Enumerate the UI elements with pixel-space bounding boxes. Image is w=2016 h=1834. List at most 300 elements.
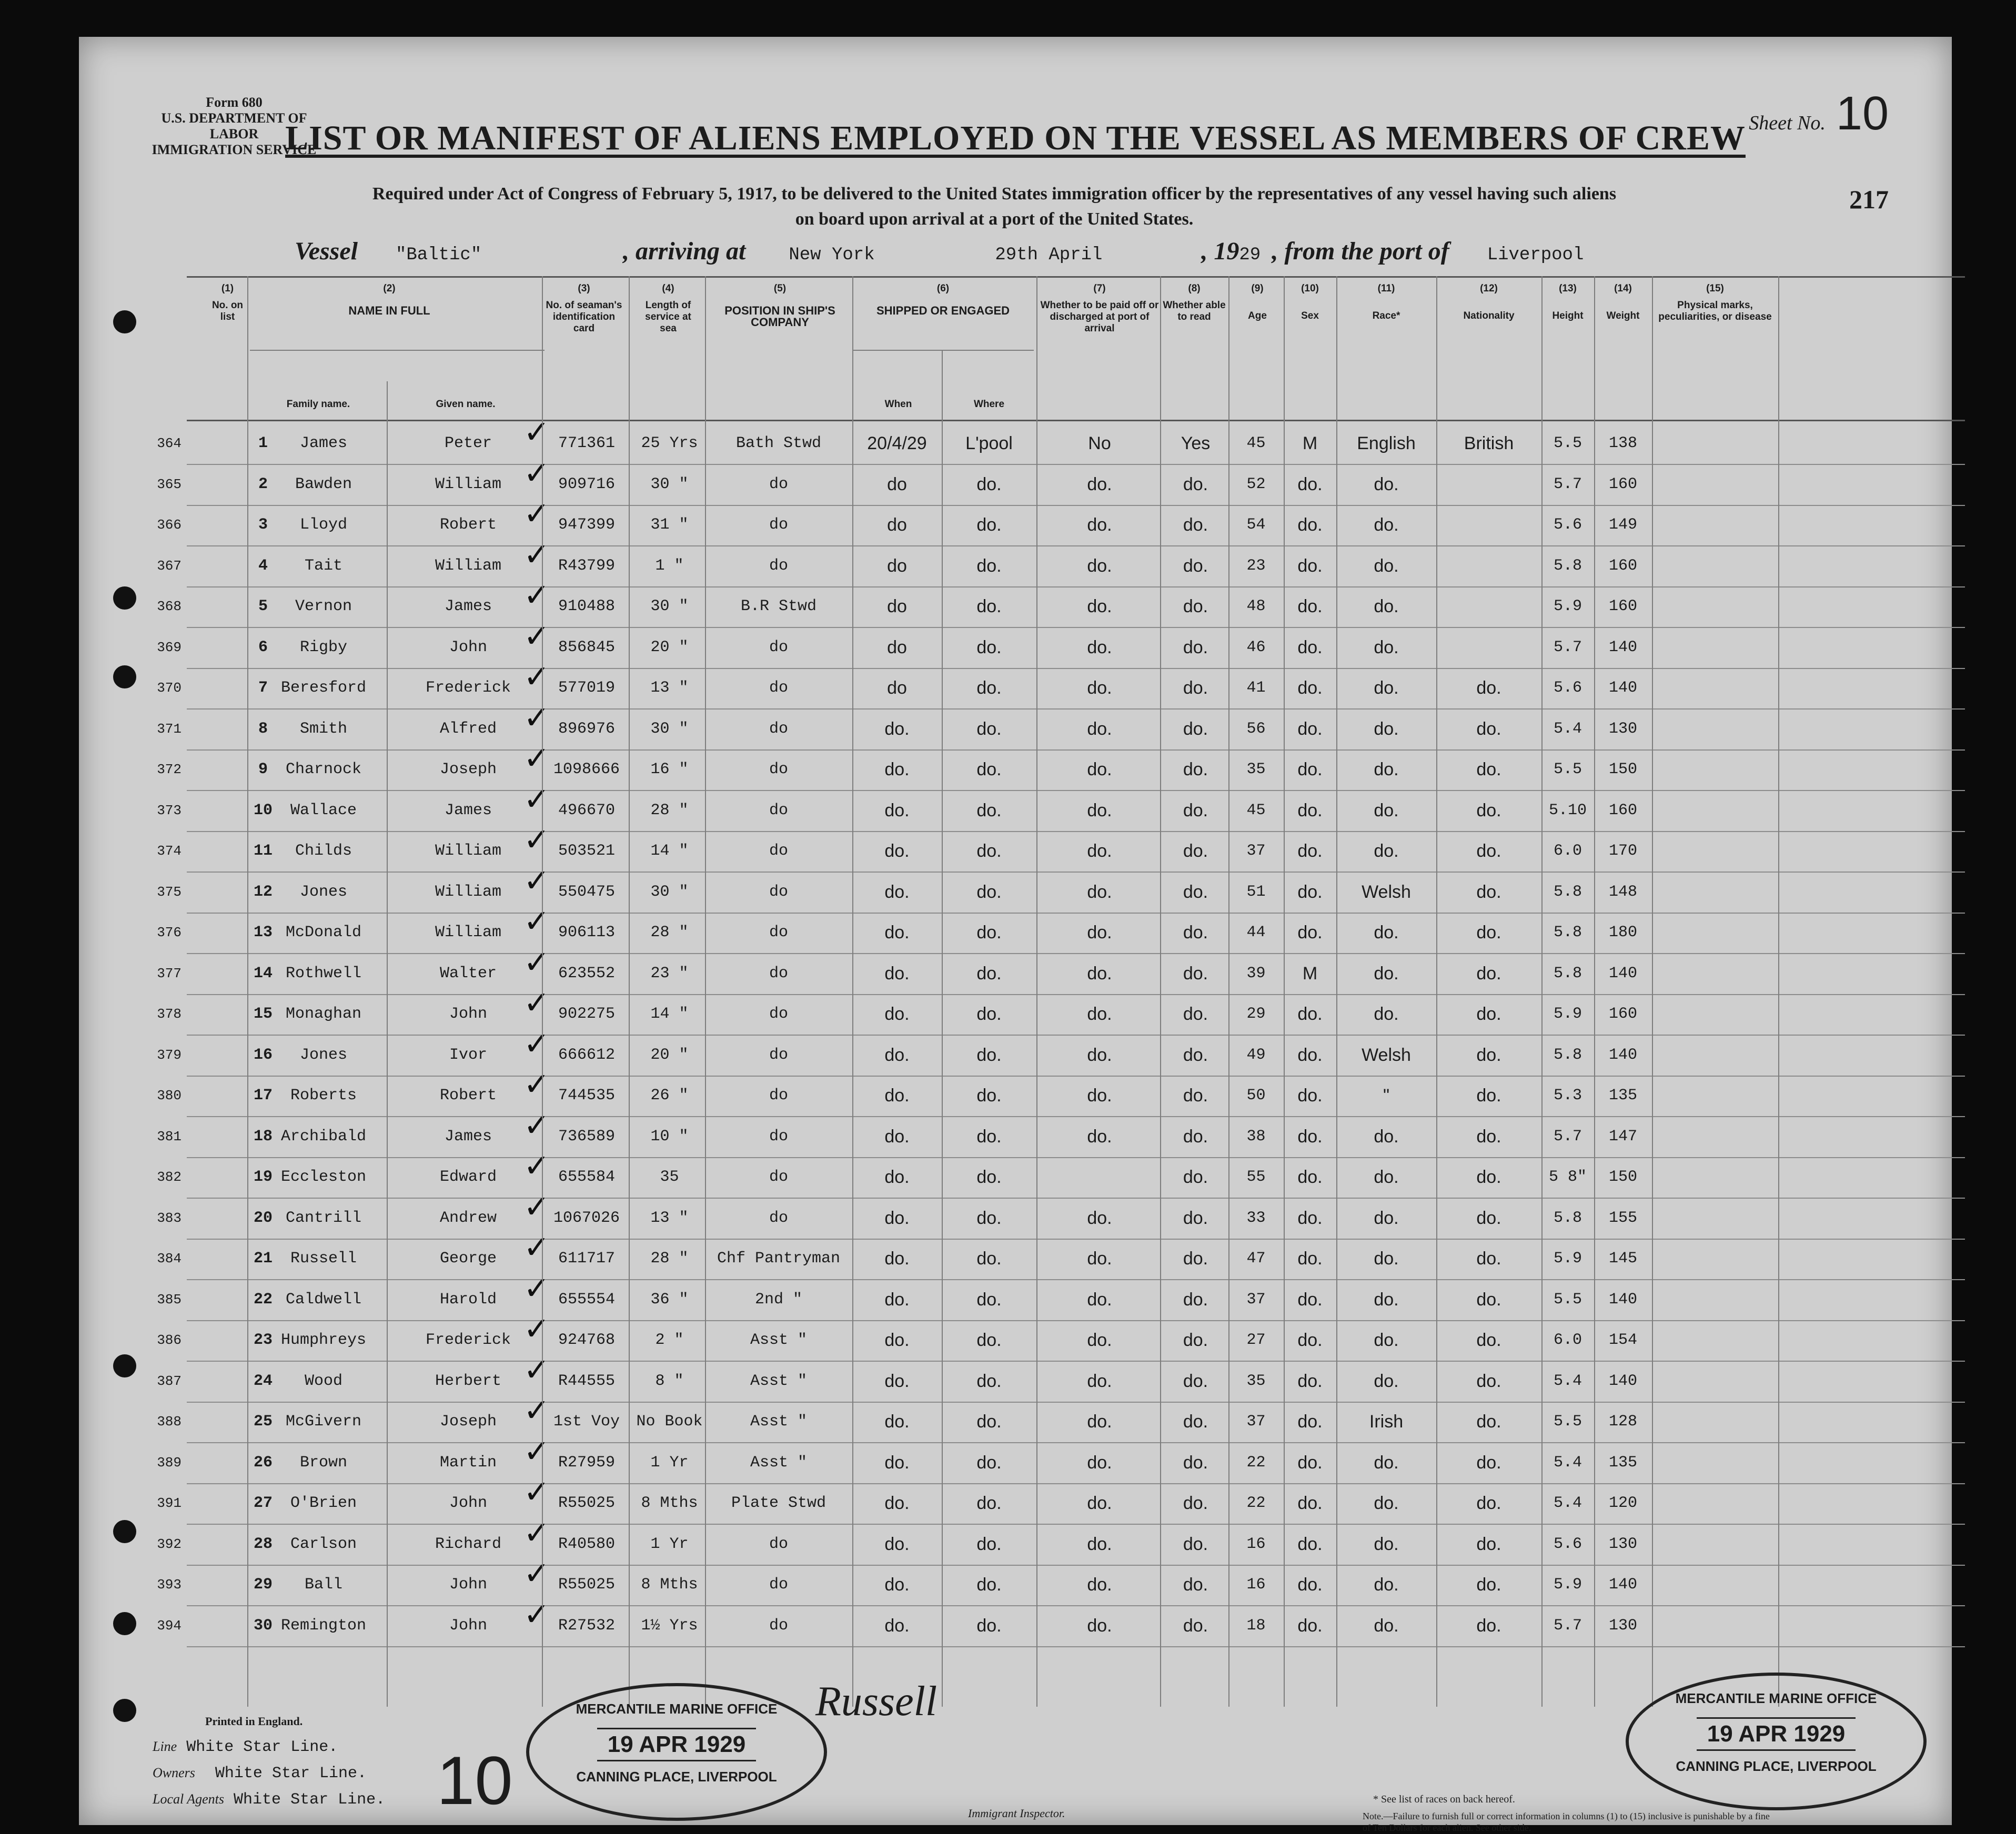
cell-weight: 130 xyxy=(1608,720,1637,738)
cell-family: Russell xyxy=(290,1250,357,1268)
cell-sex: do. xyxy=(1297,1289,1323,1310)
cell-when: do. xyxy=(884,1004,910,1024)
cell-service: 8 Mths xyxy=(641,1494,698,1512)
cell-age: 48 xyxy=(1246,597,1266,615)
cell-when: do. xyxy=(884,1412,910,1432)
cell-position: do xyxy=(769,556,788,575)
cell-read: do. xyxy=(1183,1249,1208,1269)
cell-age: 51 xyxy=(1246,883,1266,901)
cell-where: do. xyxy=(976,1330,1002,1350)
check-mark-icon: ✓ xyxy=(523,1392,550,1429)
col-when-header: When xyxy=(884,399,912,410)
cell-card: 910488 xyxy=(558,597,616,615)
cell-no: 13 xyxy=(253,924,273,941)
ref-number: 368 xyxy=(157,599,182,614)
cell-age: 22 xyxy=(1246,1453,1266,1472)
cell-height: 5.8 xyxy=(1553,1209,1582,1227)
cell-where: do. xyxy=(976,1208,1002,1228)
table-row xyxy=(157,1229,1965,1280)
departure-port: Liverpool xyxy=(1487,245,1584,265)
cell-paid: do. xyxy=(1087,1615,1112,1636)
cell-sex: do. xyxy=(1297,923,1323,943)
cell-weight: 140 xyxy=(1608,1290,1637,1309)
table-row xyxy=(157,1474,1965,1525)
cell-height: 5.8 xyxy=(1553,1046,1582,1064)
cell-when: do. xyxy=(884,1249,910,1269)
cell-height: 5.3 xyxy=(1553,1087,1582,1105)
cell-paid: do. xyxy=(1087,1330,1112,1350)
cell-sex: do. xyxy=(1297,1452,1323,1473)
cell-service: 13 " xyxy=(650,1209,689,1227)
cell-card: 496670 xyxy=(558,801,616,819)
cell-card: 896976 xyxy=(558,720,616,738)
cell-height: 5.5 xyxy=(1553,1413,1582,1431)
col-sex-header: (10) Sex xyxy=(1301,283,1319,321)
cell-race: do. xyxy=(1374,515,1399,535)
punch-hole xyxy=(113,1520,136,1543)
cell-sex: do. xyxy=(1297,1412,1323,1432)
cell-card: R55025 xyxy=(558,1494,616,1512)
ref-number: 379 xyxy=(157,1047,182,1063)
table-row xyxy=(157,1311,1965,1362)
cell-age: 23 xyxy=(1246,556,1266,575)
cell-nat xyxy=(1436,586,1541,627)
cell-race: do. xyxy=(1374,800,1399,820)
cell-given: Alfred xyxy=(439,720,497,738)
cell-read: do. xyxy=(1183,881,1208,902)
cell-when: do. xyxy=(884,1289,910,1310)
cell-card: 611717 xyxy=(558,1250,616,1268)
cell-read: do. xyxy=(1183,637,1208,657)
table-row xyxy=(157,740,1965,791)
cell-card: 744535 xyxy=(558,1087,616,1105)
cell-no: 9 xyxy=(258,761,268,778)
cell-sex: M xyxy=(1302,963,1318,984)
table-row xyxy=(157,577,1965,628)
subtitle-line-2: on board upon arrival at a port of the United States. xyxy=(795,209,1194,229)
cell-given: William xyxy=(435,924,502,941)
cell-age: 45 xyxy=(1246,801,1266,819)
arrival-date: 29th April xyxy=(995,245,1103,265)
cell-card: R44555 xyxy=(558,1372,616,1390)
cell-service: 28 " xyxy=(650,924,689,941)
cell-family: Vernon xyxy=(295,597,352,615)
cell-height: 5.8 xyxy=(1553,883,1582,901)
cell-family: Rothwell xyxy=(285,964,362,982)
cell-where: do. xyxy=(976,1412,1002,1432)
cell-family: Brown xyxy=(299,1453,347,1472)
cell-given: Robert xyxy=(439,516,497,534)
cell-nat: do. xyxy=(1476,923,1501,943)
cell-service: 1 " xyxy=(655,556,684,575)
col-paid-header: (7) Whether to be paid off or discharged at port of arrival xyxy=(1040,283,1159,334)
cell-height: 5.7 xyxy=(1553,638,1582,656)
cell-service: 1 Yr xyxy=(650,1535,689,1553)
cell-paid: do. xyxy=(1087,1045,1112,1065)
crew-table xyxy=(157,276,1965,1707)
cell-weight: 140 xyxy=(1608,1046,1637,1064)
cell-given: Martin xyxy=(439,1453,497,1472)
cell-sex: do. xyxy=(1297,841,1323,861)
agents-label: Local Agents xyxy=(153,1791,225,1807)
cell-read: do. xyxy=(1183,1330,1208,1350)
cell-given: Joseph xyxy=(439,1413,497,1431)
stamp-top: MERCANTILE MARINE OFFICE xyxy=(576,1701,778,1717)
cell-paid: do. xyxy=(1087,1534,1112,1554)
cell-nat: do. xyxy=(1476,1004,1501,1024)
table-row xyxy=(157,903,1965,954)
cell-race: English xyxy=(1357,433,1416,453)
cell-family: McGivern xyxy=(285,1413,362,1431)
cell-service: 31 " xyxy=(650,516,689,534)
cell-paid: No xyxy=(1088,433,1111,453)
col-where-header: Where xyxy=(973,399,1005,410)
cell-where: do. xyxy=(976,1371,1002,1391)
cell-weight: 160 xyxy=(1608,1005,1637,1023)
cell-nat: do. xyxy=(1476,1452,1501,1473)
cell-race: do. xyxy=(1374,1167,1399,1187)
cell-height: 5.6 xyxy=(1553,1535,1582,1553)
cell-weight: 140 xyxy=(1608,1372,1637,1390)
cell-given: John xyxy=(449,1576,487,1594)
cell-position: do xyxy=(769,516,788,534)
stamp-top: MERCANTILE MARINE OFFICE xyxy=(1675,1690,1877,1706)
cell-nat: do. xyxy=(1476,1371,1501,1391)
cell-height: 6.0 xyxy=(1553,842,1582,860)
cell-card: 1098666 xyxy=(553,761,620,778)
table-row xyxy=(157,1025,1965,1077)
cell-race: do. xyxy=(1374,1534,1399,1554)
cell-when: do. xyxy=(884,1045,910,1065)
cell-weight: 154 xyxy=(1608,1331,1637,1349)
cell-where: do. xyxy=(976,637,1002,657)
ref-number: 366 xyxy=(157,517,182,533)
page-number: 217 xyxy=(1849,185,1889,214)
ref-number: 386 xyxy=(157,1332,182,1348)
fine-note: Note.—Failure to furnish full or correct information in columns (1) to (15) inclusive is punishable by a fine of Ten Dollars for each alien. See other side. xyxy=(1363,1811,1770,1833)
table-header xyxy=(187,276,1965,421)
check-mark-icon: ✓ xyxy=(523,903,550,940)
cell-where: do. xyxy=(976,474,1002,494)
cell-race: do. xyxy=(1374,1126,1399,1147)
cell-age: 22 xyxy=(1246,1494,1266,1512)
cell-no: 29 xyxy=(253,1576,273,1594)
cell-race: Welsh xyxy=(1362,881,1411,902)
cell-position: do xyxy=(769,720,788,738)
cell-paid: do. xyxy=(1087,1086,1112,1106)
cell-no: 5 xyxy=(258,597,268,615)
from-label: , from the port of xyxy=(1272,237,1449,265)
table-row xyxy=(157,1392,1965,1443)
cell-when: do. xyxy=(884,923,910,943)
cell-weight: 160 xyxy=(1608,597,1637,615)
cell-height: 5.10 xyxy=(1548,801,1587,819)
cell-height: 5.5 xyxy=(1553,761,1582,778)
cell-height: 5.6 xyxy=(1553,516,1582,534)
cell-read: do. xyxy=(1183,678,1208,698)
table-row xyxy=(157,1555,1965,1606)
cell-nat: do. xyxy=(1476,1330,1501,1350)
cell-weight: 128 xyxy=(1608,1413,1637,1431)
cell-position: do xyxy=(769,964,788,982)
cell-sex: do. xyxy=(1297,1534,1323,1554)
col-race-header: (11) Race* xyxy=(1372,283,1400,321)
cell-when: do. xyxy=(884,1493,910,1513)
cell-paid: do. xyxy=(1087,1289,1112,1310)
vessel-name: "Baltic" xyxy=(396,245,482,265)
cell-race: do. xyxy=(1374,678,1399,698)
ref-number: 385 xyxy=(157,1291,182,1308)
cell-sex: do. xyxy=(1297,881,1323,902)
cell-age: 37 xyxy=(1246,1290,1266,1309)
cell-no: 10 xyxy=(253,801,273,819)
cell-where: do. xyxy=(976,1534,1002,1554)
check-mark-icon: ✓ xyxy=(523,1229,550,1266)
cell-family: Bawden xyxy=(295,475,352,493)
cell-nat xyxy=(1436,505,1541,545)
cell-read: do. xyxy=(1183,1615,1208,1636)
cell-family: James xyxy=(299,434,347,452)
cell-given: William xyxy=(435,556,502,575)
cell-card: 924768 xyxy=(558,1331,616,1349)
printed-note: Printed in England. xyxy=(205,1715,303,1728)
cell-race: do. xyxy=(1374,1615,1399,1636)
cell-weight: 160 xyxy=(1608,475,1637,493)
check-mark-icon: ✓ xyxy=(523,536,550,573)
cell-position: Asst " xyxy=(750,1453,808,1472)
office-stamp-right xyxy=(1626,1673,1927,1810)
check-mark-icon: ✓ xyxy=(523,1148,550,1184)
table-row xyxy=(157,1107,1965,1158)
cell-when: do. xyxy=(884,800,910,820)
col-given-header: Given name. xyxy=(436,399,496,410)
ref-number: 373 xyxy=(157,802,182,818)
cell-read: do. xyxy=(1183,1045,1208,1065)
cell-race: do. xyxy=(1374,1330,1399,1350)
cell-sex: do. xyxy=(1297,718,1323,739)
cell-nat: do. xyxy=(1476,718,1501,739)
cell-where: do. xyxy=(976,1452,1002,1473)
owners-value: White Star Line. xyxy=(215,1765,367,1782)
ref-number: 375 xyxy=(157,884,182,900)
line-field xyxy=(153,1738,338,1756)
cell-given: Edward xyxy=(439,1168,497,1186)
cell-given: John xyxy=(449,1005,487,1023)
page-title: LIST OR MANIFEST OF ALIENS EMPLOYED ON THE VESSEL AS MEMBERS OF CREW xyxy=(285,119,1746,157)
cell-card: 736589 xyxy=(558,1127,616,1146)
cell-position: do xyxy=(769,679,788,697)
cell-age: 49 xyxy=(1246,1046,1266,1064)
cell-age: 44 xyxy=(1246,924,1266,941)
cell-where: do. xyxy=(976,1086,1002,1106)
ref-number: 369 xyxy=(157,639,182,655)
cell-family: Caldwell xyxy=(285,1290,362,1309)
cell-read: do. xyxy=(1183,1493,1208,1513)
check-mark-icon: ✓ xyxy=(523,1596,550,1633)
cell-family: Remington xyxy=(280,1616,367,1635)
table-row xyxy=(157,1188,1965,1240)
cell-given: Peter xyxy=(444,434,492,452)
cell-height: 5.5 xyxy=(1553,1290,1582,1309)
cell-paid: do. xyxy=(1087,596,1112,616)
manifest-sheet xyxy=(79,37,1952,1833)
cell-height: 5.9 xyxy=(1553,1250,1582,1268)
cell-race: do. xyxy=(1374,841,1399,861)
check-mark-icon: ✓ xyxy=(523,1270,550,1307)
cell-service: 8 " xyxy=(655,1372,684,1390)
inspector-label: Immigrant Inspector. xyxy=(968,1807,1065,1820)
cell-when: do xyxy=(887,596,907,616)
cell-given: Robert xyxy=(439,1087,497,1105)
cell-weight: 140 xyxy=(1608,679,1637,697)
cell-race: do. xyxy=(1374,923,1399,943)
cell-position: do xyxy=(769,1046,788,1064)
cell-sex: do. xyxy=(1297,1249,1323,1269)
cell-service: 30 " xyxy=(650,475,689,493)
cell-race: Welsh xyxy=(1362,1045,1411,1065)
ref-number: 381 xyxy=(157,1128,182,1144)
cell-given: Ivor xyxy=(449,1046,487,1064)
ref-number: 389 xyxy=(157,1454,182,1471)
cell-given: Frederick xyxy=(425,1331,511,1349)
col-name-header: (2) NAME IN FULL xyxy=(348,283,430,317)
cell-nat: do. xyxy=(1476,963,1501,984)
cell-card: 655554 xyxy=(558,1290,616,1309)
cell-service: 14 " xyxy=(650,842,689,860)
cell-when: do. xyxy=(884,1371,910,1391)
check-mark-icon: ✓ xyxy=(523,822,550,858)
cell-service: 1 Yr xyxy=(650,1453,689,1472)
cell-service: 26 " xyxy=(650,1087,689,1105)
table-row xyxy=(157,658,1965,710)
cell-race: do. xyxy=(1374,963,1399,984)
cell-height: 5.4 xyxy=(1553,1453,1582,1472)
cell-paid: do. xyxy=(1087,637,1112,657)
cell-age: 33 xyxy=(1246,1209,1266,1227)
cell-given: John xyxy=(449,1494,487,1512)
cell-read: do. xyxy=(1183,963,1208,984)
cell-card: R43799 xyxy=(558,556,616,575)
cell-family: Carlson xyxy=(290,1535,357,1553)
page-subtitle xyxy=(268,181,1720,232)
table-row xyxy=(157,1433,1965,1484)
sheet-label: Sheet No. xyxy=(1749,112,1826,134)
cell-no: 24 xyxy=(253,1372,273,1390)
line-value: White Star Line. xyxy=(186,1738,338,1756)
cell-age: 37 xyxy=(1246,842,1266,860)
cell-no: 12 xyxy=(253,883,273,901)
cell-paid: do. xyxy=(1087,515,1112,535)
cell-no: 22 xyxy=(253,1290,273,1309)
check-mark-icon: ✓ xyxy=(523,617,550,655)
cell-nat: do. xyxy=(1476,1289,1501,1310)
table-row xyxy=(157,617,1965,669)
cell-sex: do. xyxy=(1297,1004,1323,1024)
cell-when: do. xyxy=(884,759,910,779)
cell-given: William xyxy=(435,842,502,860)
service-name: IMMIGRATION SERVICE xyxy=(152,142,317,157)
cell-position: B.R Stwd xyxy=(740,597,817,615)
cell-nat: do. xyxy=(1476,881,1501,902)
cell-position: 2nd " xyxy=(754,1290,802,1309)
cell-weight: 140 xyxy=(1608,964,1637,982)
cell-when: 20/4/29 xyxy=(867,433,927,453)
cell-height: 5.5 xyxy=(1553,434,1582,452)
check-mark-icon: ✓ xyxy=(523,1555,550,1592)
cell-sex: do. xyxy=(1297,759,1323,779)
cell-family: Smith xyxy=(299,720,347,738)
cell-age: 55 xyxy=(1246,1168,1266,1186)
cell-position: do xyxy=(769,1168,788,1186)
ref-number: 378 xyxy=(157,1006,182,1022)
cell-no: 30 xyxy=(253,1616,273,1635)
cell-position: do xyxy=(769,801,788,819)
cell-age: 52 xyxy=(1246,475,1266,493)
cell-card: 577019 xyxy=(558,679,616,697)
cell-family: Tait xyxy=(304,556,342,575)
cell-family: Lloyd xyxy=(299,516,347,534)
cell-card: 856845 xyxy=(558,638,616,656)
cell-position: do xyxy=(769,1127,788,1146)
cell-read: do. xyxy=(1183,1086,1208,1106)
cell-age: 39 xyxy=(1246,964,1266,982)
cell-weight: 140 xyxy=(1608,1576,1637,1594)
check-mark-icon: ✓ xyxy=(523,1311,550,1347)
cell-no: 27 xyxy=(253,1494,273,1512)
cell-where: do. xyxy=(976,678,1002,698)
cell-position: do xyxy=(769,842,788,860)
cell-position: do xyxy=(769,1005,788,1023)
cell-paid: do. xyxy=(1087,474,1112,494)
cell-where: do. xyxy=(976,555,1002,576)
cell-weight: 155 xyxy=(1608,1209,1637,1227)
cell-when: do. xyxy=(884,1330,910,1350)
cell-nat: do. xyxy=(1476,759,1501,779)
cell-age: 35 xyxy=(1246,1372,1266,1390)
check-mark-icon: ✓ xyxy=(523,740,550,777)
check-mark-icon: ✓ xyxy=(523,1351,550,1389)
cell-race: do. xyxy=(1374,474,1399,494)
cell-position: do xyxy=(769,883,788,901)
col-card-header: (3) No. of seaman's identification card xyxy=(546,283,622,334)
cell-nat: do. xyxy=(1476,800,1501,820)
cell-race: do. xyxy=(1374,1249,1399,1269)
cell-read: do. xyxy=(1183,1371,1208,1391)
cell-no: 16 xyxy=(253,1046,273,1064)
cell-nat: do. xyxy=(1476,1534,1501,1554)
cell-no: 20 xyxy=(253,1209,273,1227)
cell-sex: do. xyxy=(1297,1126,1323,1147)
cell-service: 30 " xyxy=(650,883,689,901)
table-row xyxy=(157,699,1965,751)
cell-race: do. xyxy=(1374,718,1399,739)
cell-family: McDonald xyxy=(285,924,362,941)
cell-where: do. xyxy=(976,1004,1002,1024)
cell-paid: do. xyxy=(1087,800,1112,820)
cell-family: Eccleston xyxy=(280,1168,367,1186)
cell-sex: do. xyxy=(1297,678,1323,698)
cell-height: 5.9 xyxy=(1553,597,1582,615)
cell-service: 25 Yrs xyxy=(641,434,698,452)
cell-weight: 160 xyxy=(1608,556,1637,575)
punch-hole xyxy=(113,665,136,688)
owners-field xyxy=(153,1765,367,1782)
cell-weight: 140 xyxy=(1608,638,1637,656)
cell-when: do. xyxy=(884,1575,910,1595)
cell-where: do. xyxy=(976,596,1002,616)
cell-paid: do. xyxy=(1087,1452,1112,1473)
cell-card: 909716 xyxy=(558,475,616,493)
